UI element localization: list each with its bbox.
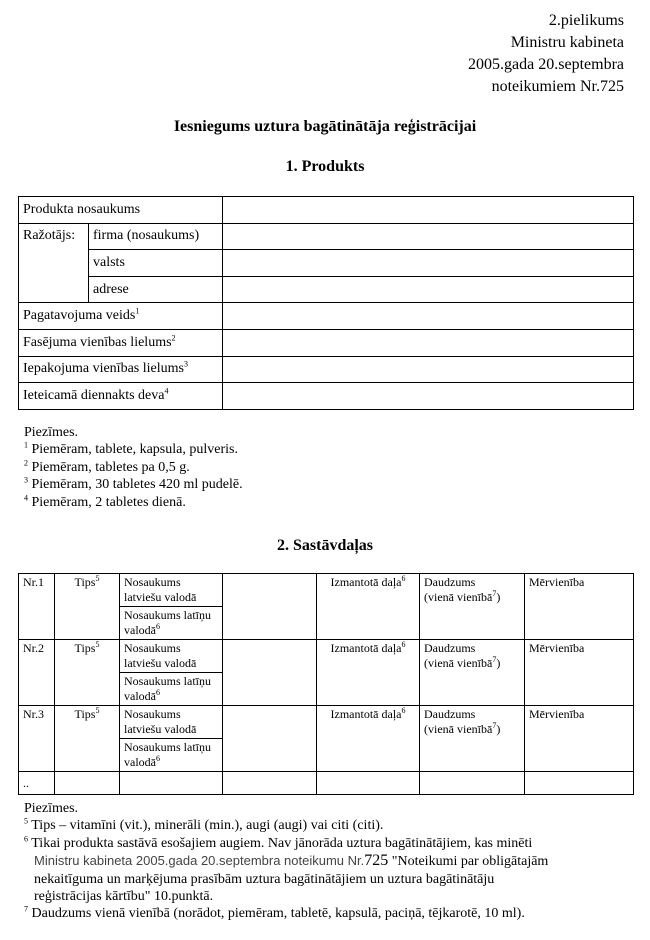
- section2-title: 2. Sastāvdaļas: [276, 537, 374, 554]
- country-label: valsts: [89, 250, 223, 277]
- package-size-field: [223, 356, 634, 383]
- name-la-label: Nosaukums latīņu valodā$^6$: [120, 673, 223, 706]
- notes2: [24, 800, 629, 923]
- name-lv-label: Nosaukums latviešu valodā: [120, 574, 223, 607]
- row-number: Nr.2: [19, 640, 55, 706]
- type-cell: Tips$^5$: [55, 706, 120, 772]
- note-item: $^1$ Piemēram, tablete, kapsula, pulveris.: [24, 440, 238, 458]
- ingredient-row: [19, 574, 634, 607]
- note-item: $^3$ Piemēram, 30 tabletes 420 ml pudelē.: [24, 475, 243, 493]
- address-field: [223, 276, 634, 303]
- daily-dose-field: [223, 383, 634, 410]
- ingredient-row: [19, 640, 634, 673]
- note-item: $^2$ Piemēram, tabletes pa 0,5 g.: [24, 458, 190, 475]
- note-item-cont: Ministru kabineta 2005.gada 20.septembra noteikumu Nr.725 "Noteikumi par obligātajām: [34, 852, 549, 870]
- row-number: Nr.1: [19, 574, 55, 640]
- name-lv-label: Nosaukums latviešu valodā: [120, 640, 223, 673]
- part-used-cell: Izmantotā daļa$^6$: [317, 640, 420, 706]
- document-header: [468, 10, 624, 98]
- name-la-label: Nosaukums latīņu valodā$^6$: [120, 739, 223, 772]
- pack-size-label: Fasējuma vienības lielums$^2$: [19, 329, 223, 356]
- product-name-label: Produkta nosaukums: [19, 197, 223, 224]
- package-size-label: Iepakojuma vienības lielums$^3$: [19, 356, 223, 383]
- manufacturer-label: Ražotājs:: [19, 223, 89, 303]
- pack-size-field: [223, 329, 634, 356]
- product-table: [18, 196, 634, 410]
- notes-heading: Piezīmes.: [24, 801, 79, 816]
- note-item-cont: nekaitīguma un marķējuma prasībām uztura bagātinātājiem un uztura bagātinātāju: [34, 871, 495, 887]
- firm-label: firma (nosaukums): [89, 223, 223, 250]
- unit-cell: Mērvienība: [525, 706, 634, 772]
- name-la-label: Nosaukums latīņu valodā$^6$: [120, 607, 223, 640]
- country-field: [223, 250, 634, 277]
- daily-dose-label: Ieteicamā diennakts deva$^4$: [19, 383, 223, 410]
- name-value-field: [223, 706, 317, 772]
- name-value-field: [223, 640, 317, 706]
- note-item: $^6$ Tikai produkta sastāvā esošajiem augiem. Nav jānorāda uztura bagātinātājiem, kas minēti: [24, 834, 533, 851]
- ingredients-table: [18, 573, 634, 795]
- notes1: [24, 424, 243, 511]
- type-cell: Tips$^5$: [55, 574, 120, 640]
- note-item-cont: reģistrācijas kārtību" 10.punktā.: [34, 889, 214, 905]
- unit-cell: Mērvienība: [525, 640, 634, 706]
- row-number: Nr.3: [19, 706, 55, 772]
- note-item: $^7$ Daudzums vienā vienībā (norādot, piemēram, tabletē, kapsulā, paciņā, tējkarotē, 10 ml).: [24, 904, 525, 922]
- part-used-cell: Izmantotā daļa$^6$: [317, 706, 420, 772]
- note-item: $^5$ Tips – vitamīni (vit.), minerāli (min.), augi (augi) vai citi (citi).: [24, 816, 384, 834]
- header-line: 2.pielikums: [548, 12, 624, 29]
- note-item: $^4$ Piemēram, 2 tabletes dienā.: [24, 492, 186, 510]
- name-value-field: [223, 574, 317, 640]
- notes-heading: Piezīmes.: [24, 425, 79, 440]
- firm-field: [223, 223, 634, 250]
- ingredient-row: [19, 706, 634, 739]
- ellipsis-cell: ..: [19, 772, 55, 795]
- part-used-cell: Izmantotā daļa$^6$: [317, 574, 420, 640]
- product-name-field: [223, 197, 634, 224]
- header-line: 2005.gada 20.septembra: [468, 56, 624, 73]
- form-label: Pagatavojuma veids$^1$: [19, 303, 223, 330]
- header-line: noteikumiem Nr.725: [491, 78, 624, 95]
- section1-title: 1. Produkts: [285, 158, 365, 175]
- type-cell: Tips$^5$: [55, 640, 120, 706]
- unit-cell: Mērvienība: [525, 574, 634, 640]
- amount-cell: Daudzums (vienā vienībā$^7$): [420, 640, 525, 706]
- main-title: Iesniegums uztura bagātinātāja reģistrācijai: [173, 118, 477, 135]
- address-label: adrese: [89, 276, 223, 303]
- form-field: [223, 303, 634, 330]
- amount-cell: Daudzums (vienā vienībā$^7$): [420, 574, 525, 640]
- name-lv-label: Nosaukums latviešu valodā: [120, 706, 223, 739]
- header-line: Ministru kabineta: [510, 34, 624, 51]
- amount-cell: Daudzums (vienā vienībā$^7$): [420, 706, 525, 772]
